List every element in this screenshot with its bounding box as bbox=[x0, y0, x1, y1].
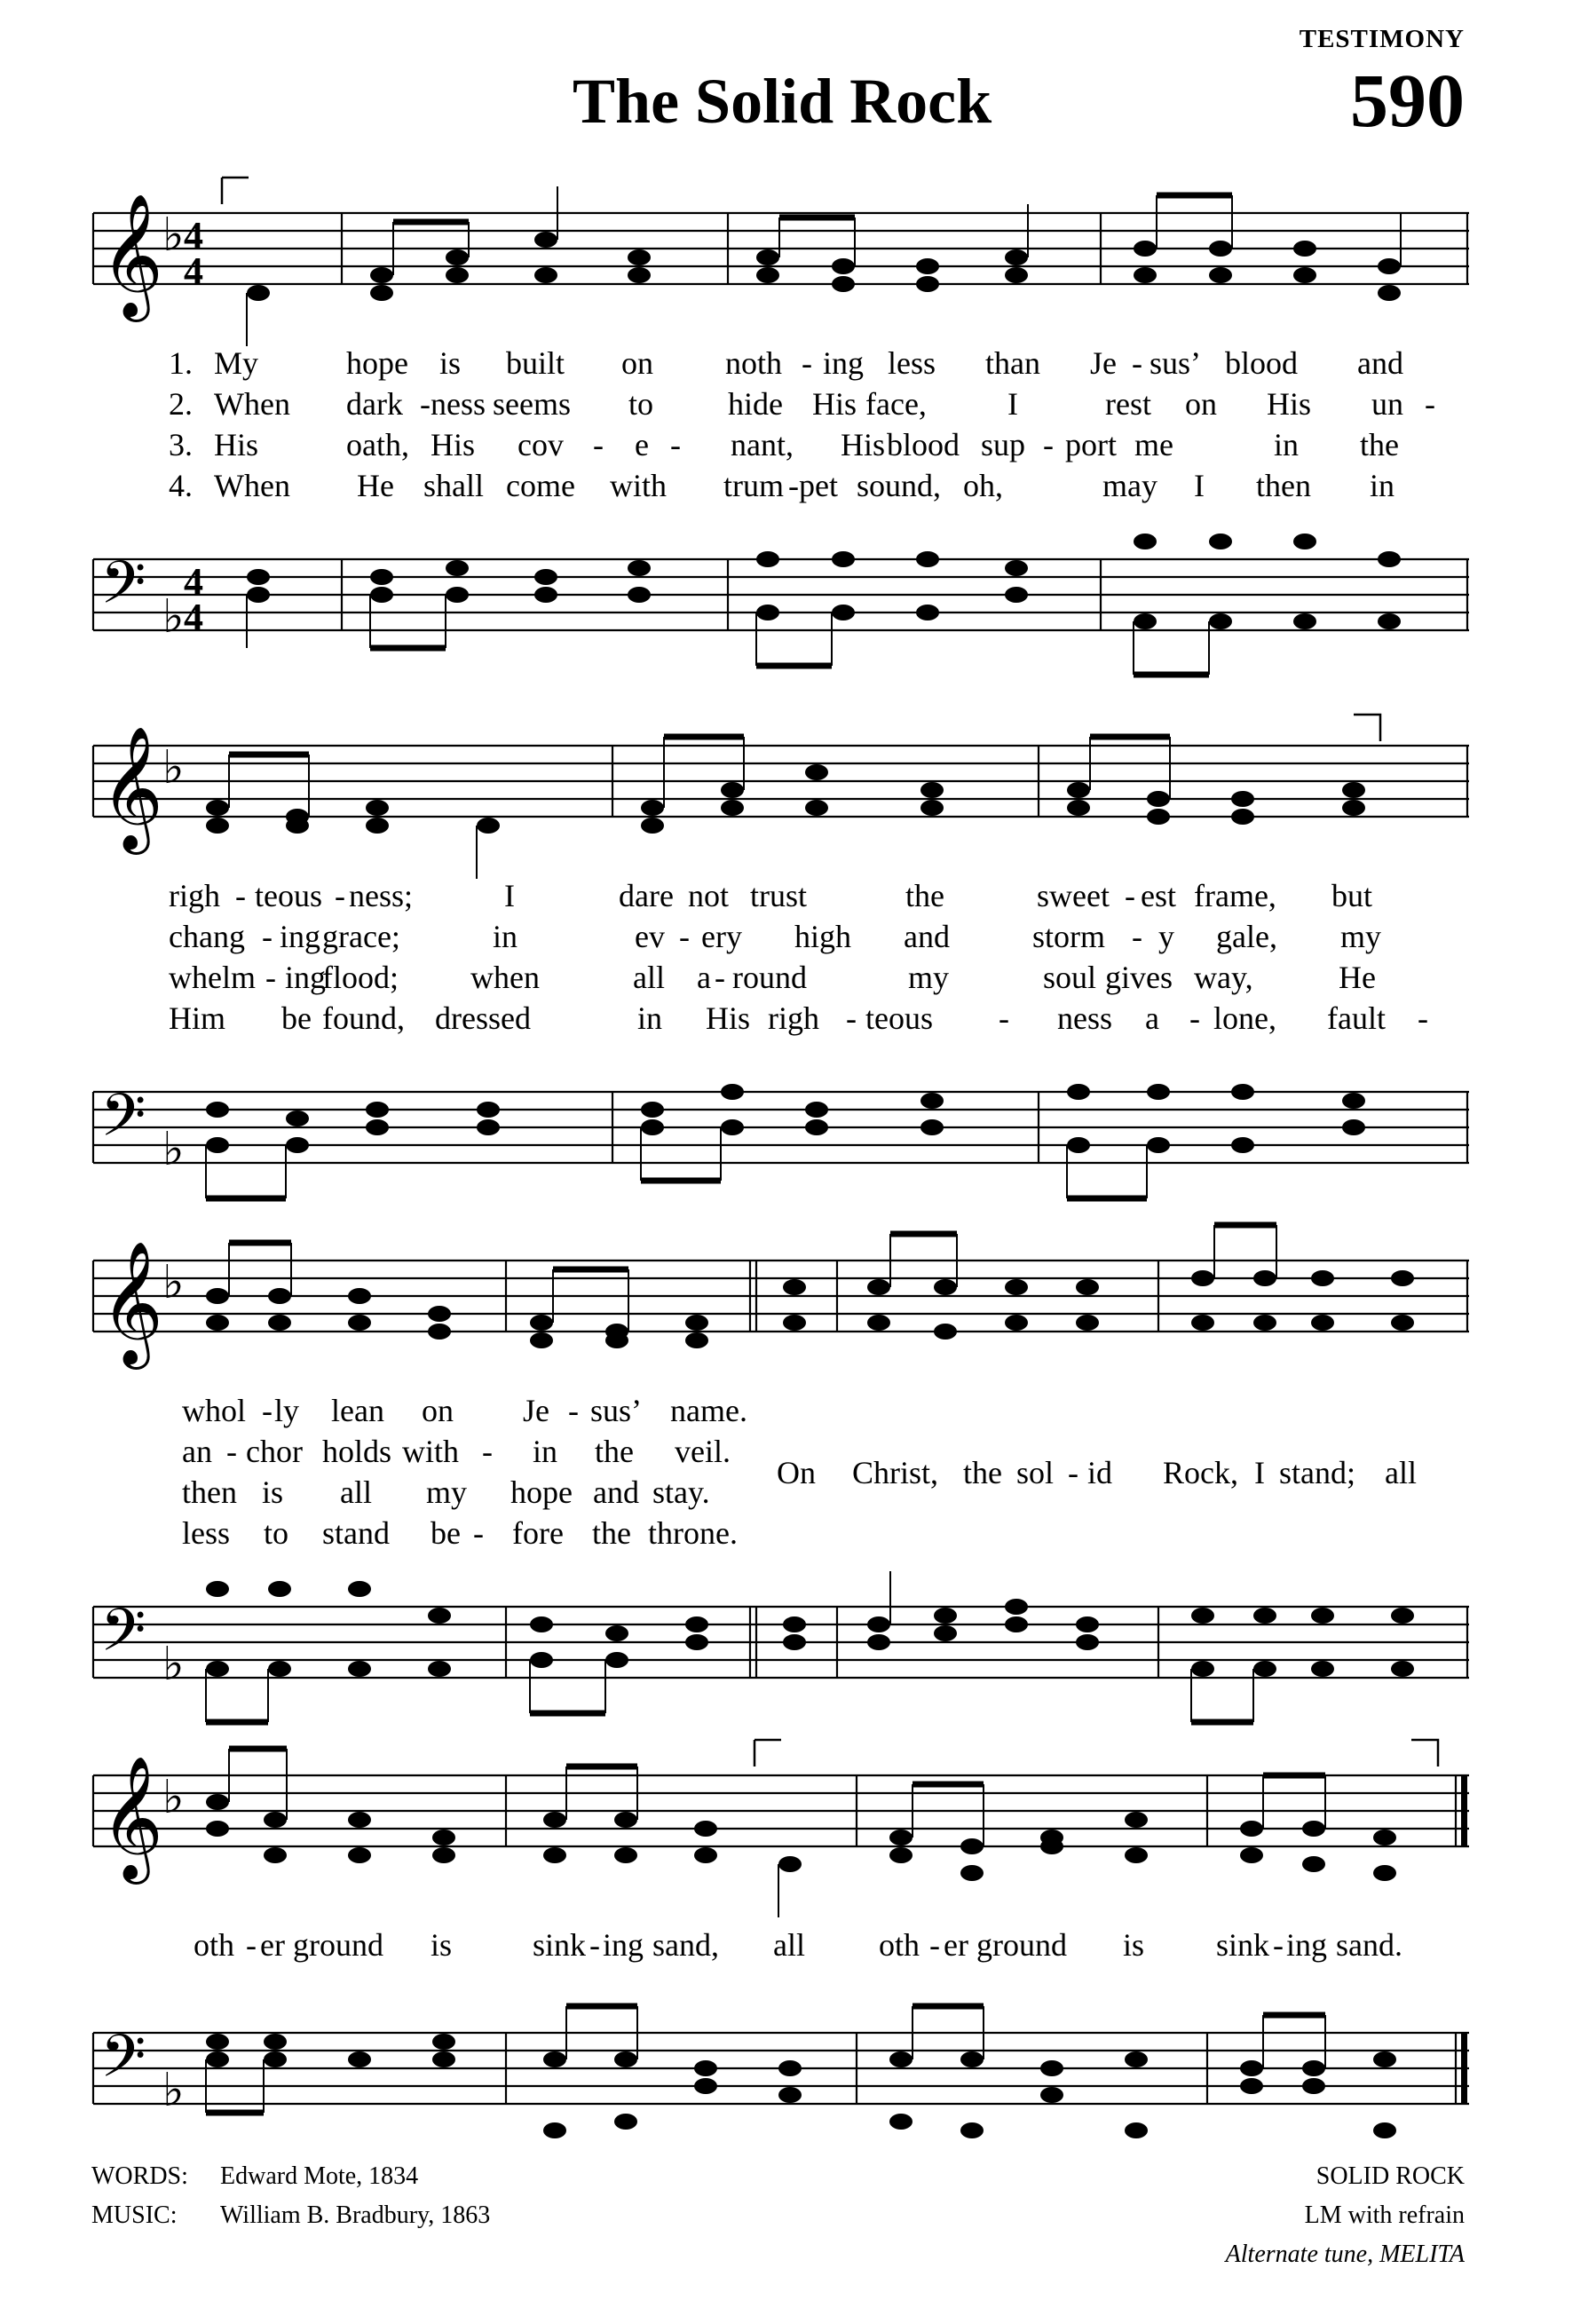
syllable: to bbox=[628, 386, 654, 422]
syllable: face, bbox=[865, 386, 927, 422]
syllable: sweet bbox=[1037, 878, 1110, 913]
syllable: - bbox=[262, 919, 273, 954]
svg-text:♭: ♭ bbox=[162, 741, 185, 794]
syllable: sus’ bbox=[590, 1393, 643, 1428]
words-label: WORDS: bbox=[91, 2162, 188, 2190]
syllable: me bbox=[1134, 427, 1173, 462]
syllable: with bbox=[402, 1434, 460, 1469]
syllable: then bbox=[182, 1474, 237, 1510]
syllable: noth bbox=[725, 345, 783, 381]
syllable: When bbox=[214, 468, 290, 503]
syllable: in bbox=[1370, 468, 1395, 503]
syllable: dressed bbox=[435, 1000, 531, 1036]
syllable: is bbox=[262, 1474, 284, 1510]
svg-text:♭: ♭ bbox=[162, 1771, 185, 1824]
syllable: On bbox=[777, 1455, 816, 1490]
syllable: ness bbox=[1057, 1000, 1112, 1036]
syllable: name. bbox=[670, 1393, 747, 1428]
syllable: in bbox=[637, 1000, 663, 1036]
syllable: - bbox=[788, 468, 799, 503]
svg-text:4: 4 bbox=[184, 596, 203, 639]
syllable: sup bbox=[981, 427, 1026, 462]
music-value: William B. Bradbury, 1863 bbox=[220, 2201, 491, 2229]
syllable: His bbox=[706, 1000, 751, 1036]
treble-staff bbox=[84, 194, 1469, 355]
svg-text:4: 4 bbox=[184, 560, 203, 604]
syllable: trum bbox=[723, 468, 784, 503]
syllable: but bbox=[1331, 878, 1373, 913]
syllable: stand bbox=[322, 1515, 390, 1551]
svg-text:𝄢: 𝄢 bbox=[100, 2022, 146, 2105]
tune-meter: LM with refrain bbox=[1304, 2201, 1465, 2229]
syllable: er bbox=[260, 1927, 285, 1963]
music-credit bbox=[91, 2196, 490, 2235]
syllable: - bbox=[589, 1927, 600, 1963]
syllable: than bbox=[985, 345, 1040, 381]
svg-text:𝄞: 𝄞 bbox=[100, 1756, 163, 1879]
syllable: My bbox=[214, 345, 259, 381]
svg-text:𝄞: 𝄞 bbox=[100, 1241, 163, 1364]
syllable: teous bbox=[865, 1000, 933, 1036]
syllable: He bbox=[357, 468, 394, 503]
syllable: ing bbox=[285, 960, 327, 995]
svg-text:4: 4 bbox=[184, 214, 203, 257]
syllable: be bbox=[281, 1000, 312, 1036]
tune-info bbox=[1226, 2157, 1465, 2274]
syllable: - bbox=[1132, 919, 1142, 954]
syllable: to bbox=[264, 1515, 289, 1551]
syllable: high bbox=[794, 919, 852, 954]
syllable: - bbox=[226, 1434, 237, 1469]
syllable: fault bbox=[1327, 1000, 1386, 1036]
verse-4-line-1 bbox=[84, 467, 1469, 506]
syllable: His bbox=[1267, 386, 1312, 422]
syllable: on bbox=[621, 345, 653, 381]
syllable: - bbox=[420, 386, 431, 422]
syllable: and bbox=[904, 919, 950, 954]
syllable: - bbox=[929, 1927, 940, 1963]
svg-text:♭: ♭ bbox=[162, 209, 185, 262]
syllable: frame, bbox=[1194, 878, 1276, 913]
syllable: ing bbox=[603, 1927, 644, 1963]
syllable: He bbox=[1339, 960, 1376, 995]
syllable: righ bbox=[169, 878, 220, 913]
bass-staff bbox=[84, 2022, 1469, 2175]
syllable: His bbox=[431, 427, 476, 462]
syllable: come bbox=[506, 468, 575, 503]
syllable: grace; bbox=[322, 919, 400, 954]
syllable: holds bbox=[322, 1434, 392, 1469]
syllable: stay. bbox=[652, 1474, 710, 1510]
syllable: pet bbox=[799, 468, 838, 503]
syllable: flood; bbox=[322, 960, 399, 995]
syllable: all bbox=[773, 1927, 805, 1963]
syllable: hope bbox=[346, 345, 408, 381]
syllable: and bbox=[1357, 345, 1403, 381]
syllable: lean bbox=[331, 1393, 384, 1428]
syllable: hide bbox=[728, 386, 783, 422]
syllable: - bbox=[715, 960, 725, 995]
syllable: storm bbox=[1032, 919, 1106, 954]
verse-number: 1. bbox=[169, 345, 193, 381]
syllable: Him bbox=[169, 1000, 226, 1036]
syllable: oth bbox=[194, 1927, 235, 1963]
syllable: chang bbox=[169, 919, 245, 954]
syllable: stand; bbox=[1279, 1455, 1355, 1490]
syllable: the bbox=[1360, 427, 1399, 462]
syllable: ing bbox=[1286, 1927, 1328, 1963]
syllable: teous bbox=[255, 878, 322, 913]
syllable: y bbox=[1158, 919, 1174, 954]
hymn-number: 590 bbox=[1350, 58, 1465, 143]
syllable: ery bbox=[701, 919, 742, 954]
section-label: TESTIMONY bbox=[1299, 25, 1465, 53]
syllable: oh, bbox=[963, 468, 1003, 503]
hymn-title: The Solid Rock bbox=[573, 66, 992, 137]
syllable: I bbox=[1007, 386, 1018, 422]
svg-text:𝄢: 𝄢 bbox=[100, 549, 146, 631]
syllable: - bbox=[262, 1393, 273, 1428]
syllable: - bbox=[1189, 1000, 1200, 1036]
syllable: - bbox=[1068, 1455, 1078, 1490]
verse-2-line-2 bbox=[84, 918, 1469, 957]
syllable: Je bbox=[1090, 345, 1117, 381]
syllable: trust bbox=[750, 878, 808, 913]
svg-text:𝄞: 𝄞 bbox=[100, 726, 163, 850]
syllable: way, bbox=[1194, 960, 1253, 995]
syllable: ground bbox=[976, 1927, 1067, 1963]
credits bbox=[91, 2157, 490, 2235]
syllable: Christ, bbox=[852, 1455, 939, 1490]
syllable: blood bbox=[1225, 345, 1299, 381]
syllable: in bbox=[533, 1434, 558, 1469]
treble-staff bbox=[84, 726, 1469, 888]
syllable: - bbox=[246, 1927, 257, 1963]
syllable: righ bbox=[768, 1000, 819, 1036]
syllable: sand. bbox=[1336, 1927, 1402, 1963]
syllable: my bbox=[908, 960, 950, 995]
syllable: - bbox=[593, 427, 604, 462]
syllable: gives bbox=[1105, 960, 1173, 995]
syllable: all bbox=[340, 1474, 372, 1510]
syllable: may bbox=[1102, 468, 1157, 503]
syllable: on bbox=[1185, 386, 1217, 422]
syllable: whol bbox=[182, 1393, 246, 1428]
syllable: - bbox=[335, 878, 345, 913]
svg-text:𝄢: 𝄢 bbox=[100, 1081, 146, 1164]
syllable: the bbox=[905, 878, 944, 913]
syllable: id bbox=[1087, 1455, 1113, 1490]
syllable: my bbox=[1340, 919, 1382, 954]
bass-staff bbox=[84, 549, 1469, 701]
bass-staff bbox=[84, 1081, 1469, 1234]
syllable: on bbox=[422, 1393, 454, 1428]
syllable: When bbox=[214, 386, 290, 422]
treble-staff bbox=[84, 1756, 1469, 1917]
treble-staff bbox=[84, 1241, 1469, 1403]
bass-staff bbox=[84, 1596, 1469, 1749]
syllable: with bbox=[610, 468, 668, 503]
syllable: - bbox=[1418, 1000, 1428, 1036]
syllable: Rock, bbox=[1163, 1455, 1238, 1490]
syllable: in bbox=[1274, 427, 1300, 462]
syllable: - bbox=[1273, 1927, 1284, 1963]
svg-text:𝄢: 𝄢 bbox=[100, 1596, 146, 1679]
syllable: gale, bbox=[1216, 919, 1277, 954]
syllable: be bbox=[431, 1515, 461, 1551]
words-credit bbox=[91, 2157, 490, 2196]
syllable: I bbox=[504, 878, 515, 913]
verse-number: 3. bbox=[169, 427, 193, 462]
syllable: found, bbox=[322, 1000, 405, 1036]
syllable: the bbox=[963, 1455, 1002, 1490]
syllable: His bbox=[214, 427, 259, 462]
syllable: - bbox=[1132, 345, 1142, 381]
syllable: - bbox=[1425, 386, 1435, 422]
refrain-line-2 bbox=[84, 1926, 1469, 1965]
syllable: ness; bbox=[349, 878, 413, 913]
syllable: shall bbox=[423, 468, 484, 503]
syllable: then bbox=[1256, 468, 1311, 503]
syllable: less bbox=[888, 345, 936, 381]
syllable: chor bbox=[246, 1434, 303, 1469]
syllable: - bbox=[265, 960, 276, 995]
syllable: oath, bbox=[346, 427, 409, 462]
syllable: in bbox=[493, 919, 518, 954]
verse-1-line-1 bbox=[84, 344, 1469, 383]
verse-number: 2. bbox=[169, 386, 193, 422]
syllable: - bbox=[1125, 878, 1135, 913]
svg-text:♭: ♭ bbox=[162, 1256, 185, 1309]
syllable: is bbox=[431, 1927, 453, 1963]
syllable: less bbox=[182, 1515, 230, 1551]
syllable: - bbox=[846, 1000, 857, 1036]
syllable: His bbox=[812, 386, 857, 422]
verse-3-line-2 bbox=[84, 959, 1469, 998]
syllable: sus’ bbox=[1150, 345, 1202, 381]
syllable: - bbox=[235, 878, 246, 913]
syllable: I bbox=[1254, 1455, 1265, 1490]
syllable: ing bbox=[823, 345, 865, 381]
syllable: when bbox=[470, 960, 540, 995]
syllable: seems bbox=[493, 386, 571, 422]
syllable: all bbox=[633, 960, 665, 995]
syllable: dare bbox=[619, 878, 674, 913]
syllable: is bbox=[439, 345, 462, 381]
verse-3-line-1 bbox=[84, 426, 1469, 465]
svg-text:𝄞: 𝄞 bbox=[100, 194, 163, 317]
syllable: ev bbox=[635, 919, 665, 954]
alternate-tune: Alternate tune, MELITA bbox=[1225, 2241, 1465, 2268]
verse-4-line-2 bbox=[84, 1000, 1469, 1039]
refrain-line-1 bbox=[84, 1454, 1469, 1493]
syllable: dark bbox=[346, 386, 403, 422]
syllable: fore bbox=[512, 1515, 564, 1551]
syllable: est bbox=[1141, 878, 1176, 913]
syllable: ness bbox=[431, 386, 486, 422]
syllable: er bbox=[944, 1927, 968, 1963]
verse-4-line-3 bbox=[84, 1514, 1469, 1553]
syllable: all bbox=[1385, 1455, 1417, 1490]
syllable: I bbox=[1194, 468, 1205, 503]
syllable: the bbox=[592, 1515, 631, 1551]
syllable: - bbox=[568, 1393, 579, 1428]
syllable: built bbox=[506, 345, 565, 381]
syllable: ground bbox=[293, 1927, 383, 1963]
syllable: my bbox=[426, 1474, 468, 1510]
syllable: - bbox=[473, 1515, 484, 1551]
syllable: oth bbox=[879, 1927, 920, 1963]
syllable: un bbox=[1371, 386, 1403, 422]
syllable: - bbox=[1043, 427, 1054, 462]
syllable: is bbox=[1123, 1927, 1145, 1963]
svg-text:♭: ♭ bbox=[162, 1123, 185, 1176]
syllable: throne. bbox=[648, 1515, 738, 1551]
syllable: round bbox=[732, 960, 807, 995]
syllable: whelm bbox=[169, 960, 256, 995]
syllable: veil. bbox=[675, 1434, 731, 1469]
syllable: nant, bbox=[731, 427, 794, 462]
syllable: the bbox=[595, 1434, 634, 1469]
syllable: sink bbox=[1216, 1927, 1270, 1963]
svg-text:♭: ♭ bbox=[162, 590, 185, 644]
syllable: cov bbox=[518, 427, 564, 462]
svg-text:♭: ♭ bbox=[162, 1638, 185, 1691]
syllable: sound, bbox=[857, 468, 942, 503]
verse-1-line-3 bbox=[84, 1392, 1469, 1431]
syllable: e bbox=[635, 427, 649, 462]
syllable: His bbox=[841, 427, 886, 462]
syllable: hope bbox=[510, 1474, 573, 1510]
syllable: - bbox=[802, 345, 812, 381]
syllable: Je bbox=[523, 1393, 549, 1428]
tune-name: SOLID ROCK bbox=[1316, 2162, 1465, 2190]
syllable: ing bbox=[280, 919, 321, 954]
syllable: - bbox=[999, 1000, 1009, 1036]
syllable: a bbox=[697, 960, 711, 995]
syllable: sand, bbox=[652, 1927, 719, 1963]
syllable: a bbox=[1145, 1000, 1159, 1036]
syllable: sink bbox=[533, 1927, 587, 1963]
verse-number: 4. bbox=[169, 468, 193, 503]
syllable: and bbox=[593, 1474, 639, 1510]
syllable: an bbox=[182, 1434, 212, 1469]
syllable: - bbox=[482, 1434, 493, 1469]
words-value: Edward Mote, 1834 bbox=[220, 2162, 419, 2190]
syllable: not bbox=[688, 878, 730, 913]
syllable: - bbox=[670, 427, 681, 462]
syllable: soul bbox=[1043, 960, 1097, 995]
syllable: lone, bbox=[1213, 1000, 1276, 1036]
svg-text:♭: ♭ bbox=[162, 2064, 185, 2117]
syllable: blood bbox=[887, 427, 960, 462]
verse-2-line-1 bbox=[84, 385, 1469, 424]
music-label: MUSIC: bbox=[91, 2201, 178, 2229]
syllable: - bbox=[679, 919, 690, 954]
syllable: rest bbox=[1105, 386, 1151, 422]
syllable: ly bbox=[274, 1393, 300, 1428]
svg-text:4: 4 bbox=[184, 249, 203, 293]
syllable: sol bbox=[1016, 1455, 1055, 1490]
syllable: port bbox=[1065, 427, 1117, 462]
verse-1-line-2 bbox=[84, 877, 1469, 916]
